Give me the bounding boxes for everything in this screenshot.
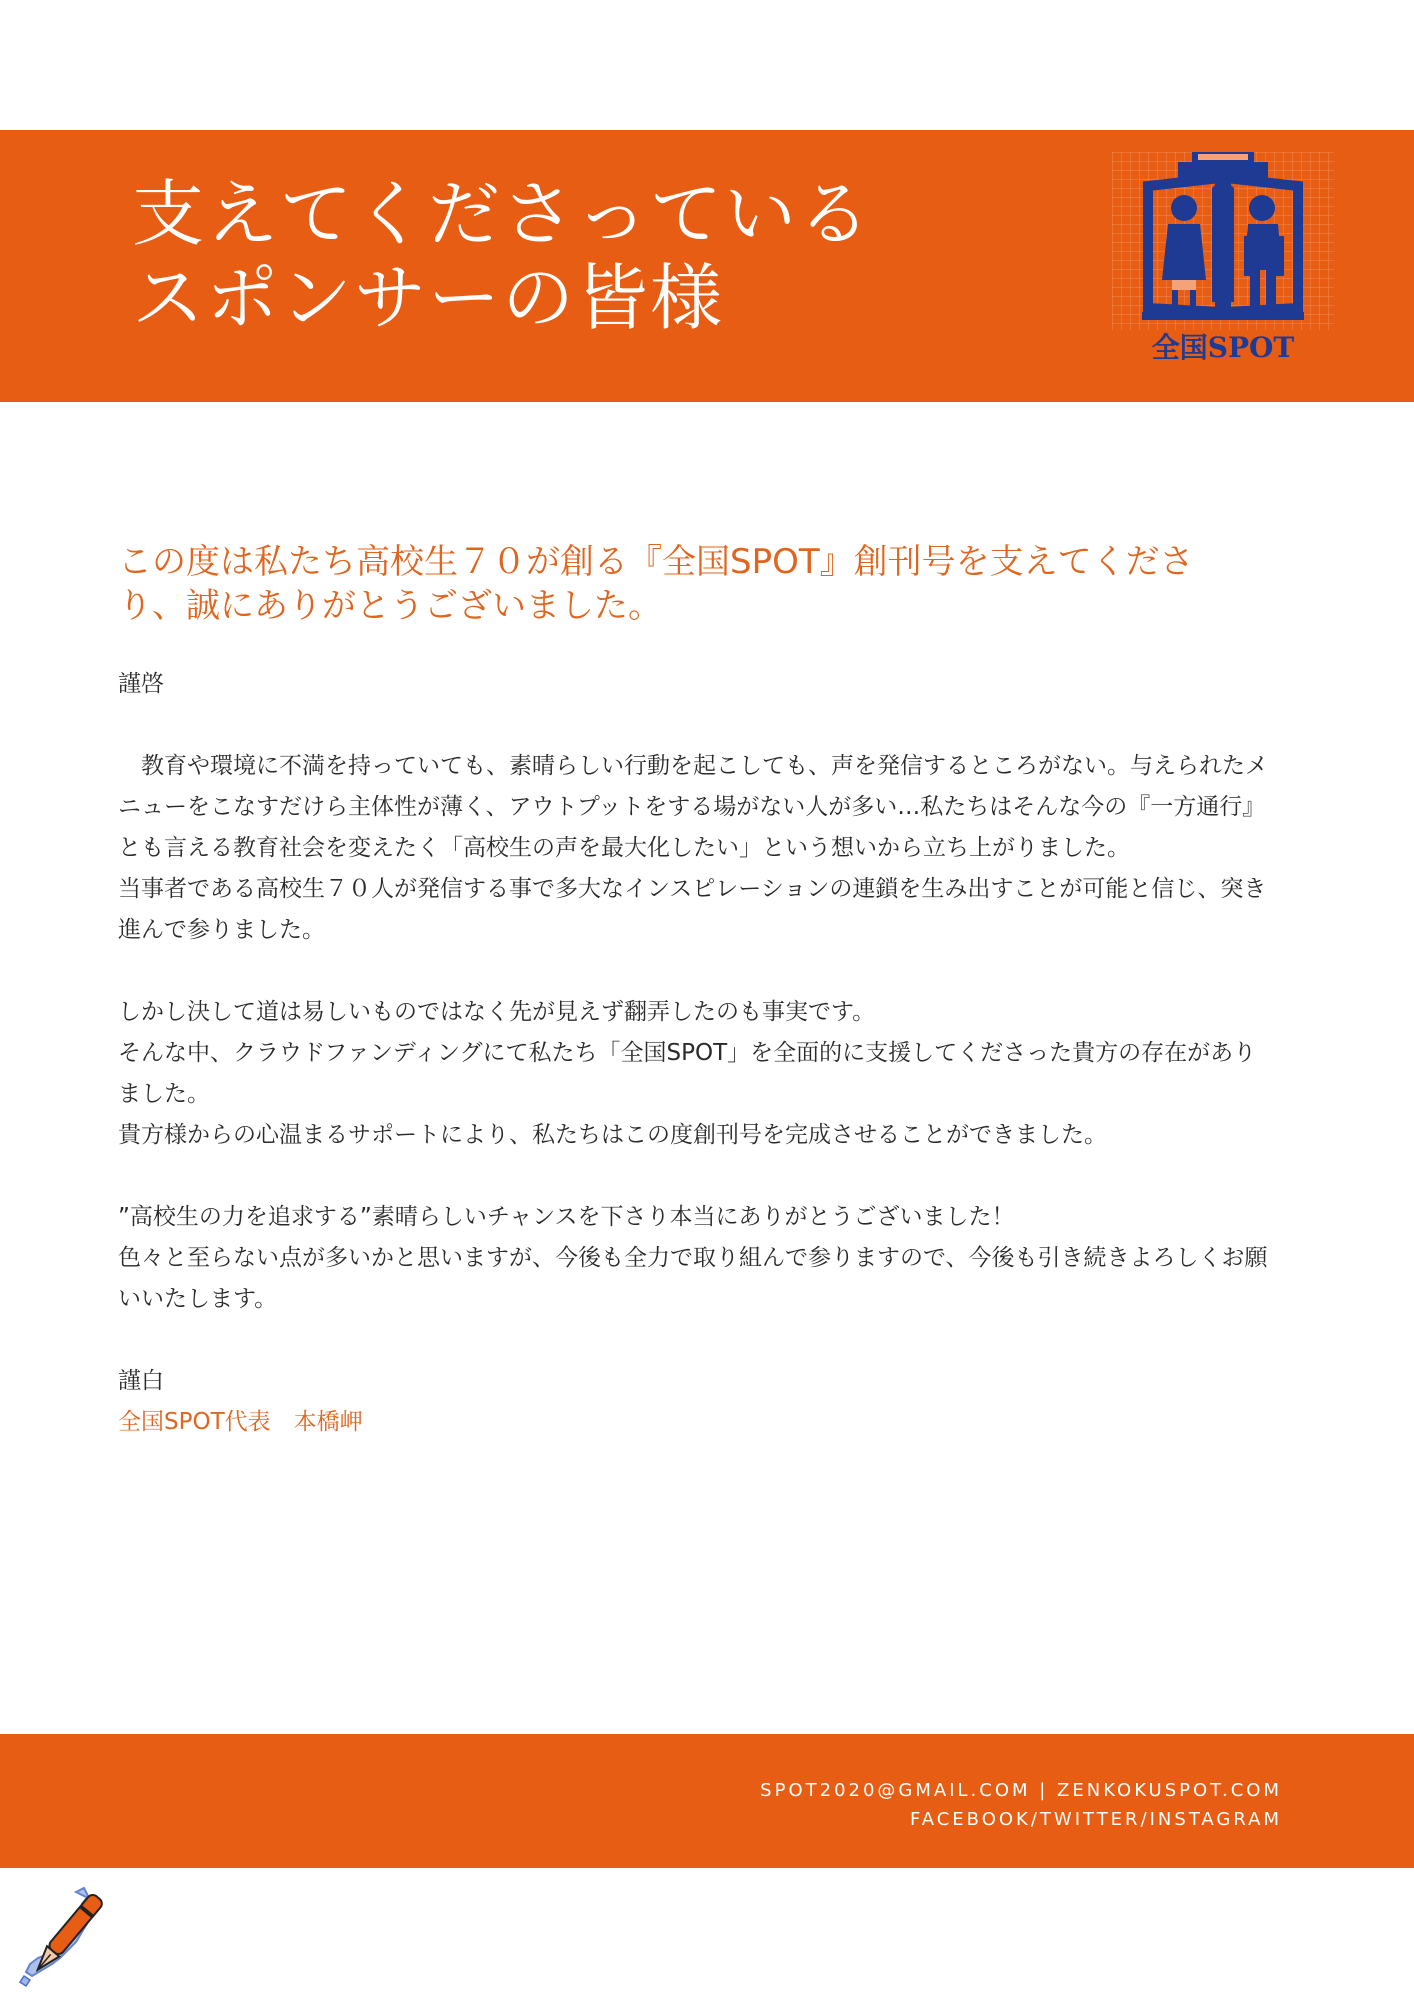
header-banner [0,130,1414,402]
logo-wordmark: 全国SPOT [1151,331,1295,364]
letter-closing: 謹白 [118,1368,164,1394]
letter-body [118,664,1278,1443]
letter-opening: 謹啓 [118,671,164,697]
zenkoku-spot-logo [1112,152,1334,362]
letter-paragraph: 色々と至らない点が多いかと思いますが、今後も全力で取り組んで参りますので、今後も引き続きよろしくお願いいたします。 [118,1245,1268,1312]
letter-paragraph: 当事者である高校生７０人が発信する事で多大なインスピレーションの連鎖を生み出すことが可能と信じ、突き進んで参りました。 [118,876,1267,943]
page-title-line-1: 支えてくださっている [132,172,873,256]
lead-heading: この度は私たち高校生７０が創る『全国SPOT』創刊号を支えてくださり、誠にありがとうございました。 [118,542,1194,626]
letter-paragraph: そんな中、クラウドファンディングにて私たち「全国SPOT」を全面的に支援してくださった貴方の存在がありました。 [118,1040,1257,1107]
contact-social: FACEBOOK/TWITTER/INSTAGRAM [910,1809,1282,1830]
letter-paragraph: しかし決して道は易しいものではなく先が見えず翻弄したのも事実です。 [118,999,876,1025]
page-title-line-2: スポンサーの皆様 [132,256,725,340]
contact-email-website: SPOT2020@GMAIL.COM | ZENKOKUSPOT.COM [760,1780,1282,1801]
footer-contact [760,1776,1282,1834]
spacer [118,951,1278,992]
letter-paragraph: ”高校生の力を追求する”素晴らしいチャンスを下さり本当にありがとうございました！ [118,1204,1015,1230]
letter-paragraph: 貴方様からの心温まるサポートにより、私たちはこの度創刊号を完成させることができました。 [118,1122,1107,1148]
letter-paragraph: 教育や環境に不満を持っていても、素晴らしい行動を起こしても、声を発信するところがない。与えられたメニューをこなすだけら主体性が薄く、アウトプットをする場がない人が多い…私たちはそんな今の『一方通行』とも言える教育社会を変えたく「高校生の声を最大化したい」という想いから立ち上がりました。 [118,753,1268,861]
spacer [118,1320,1278,1361]
spacer [118,705,1278,746]
pen-japan-map-icon [18,1884,114,1988]
spacer [118,1156,1278,1197]
page-title [132,172,872,340]
letter-signer: 全国SPOT代表 本橋岬 [118,1409,363,1435]
logo-emblem-icon [1112,152,1334,330]
footer-banner [0,1734,1414,1868]
